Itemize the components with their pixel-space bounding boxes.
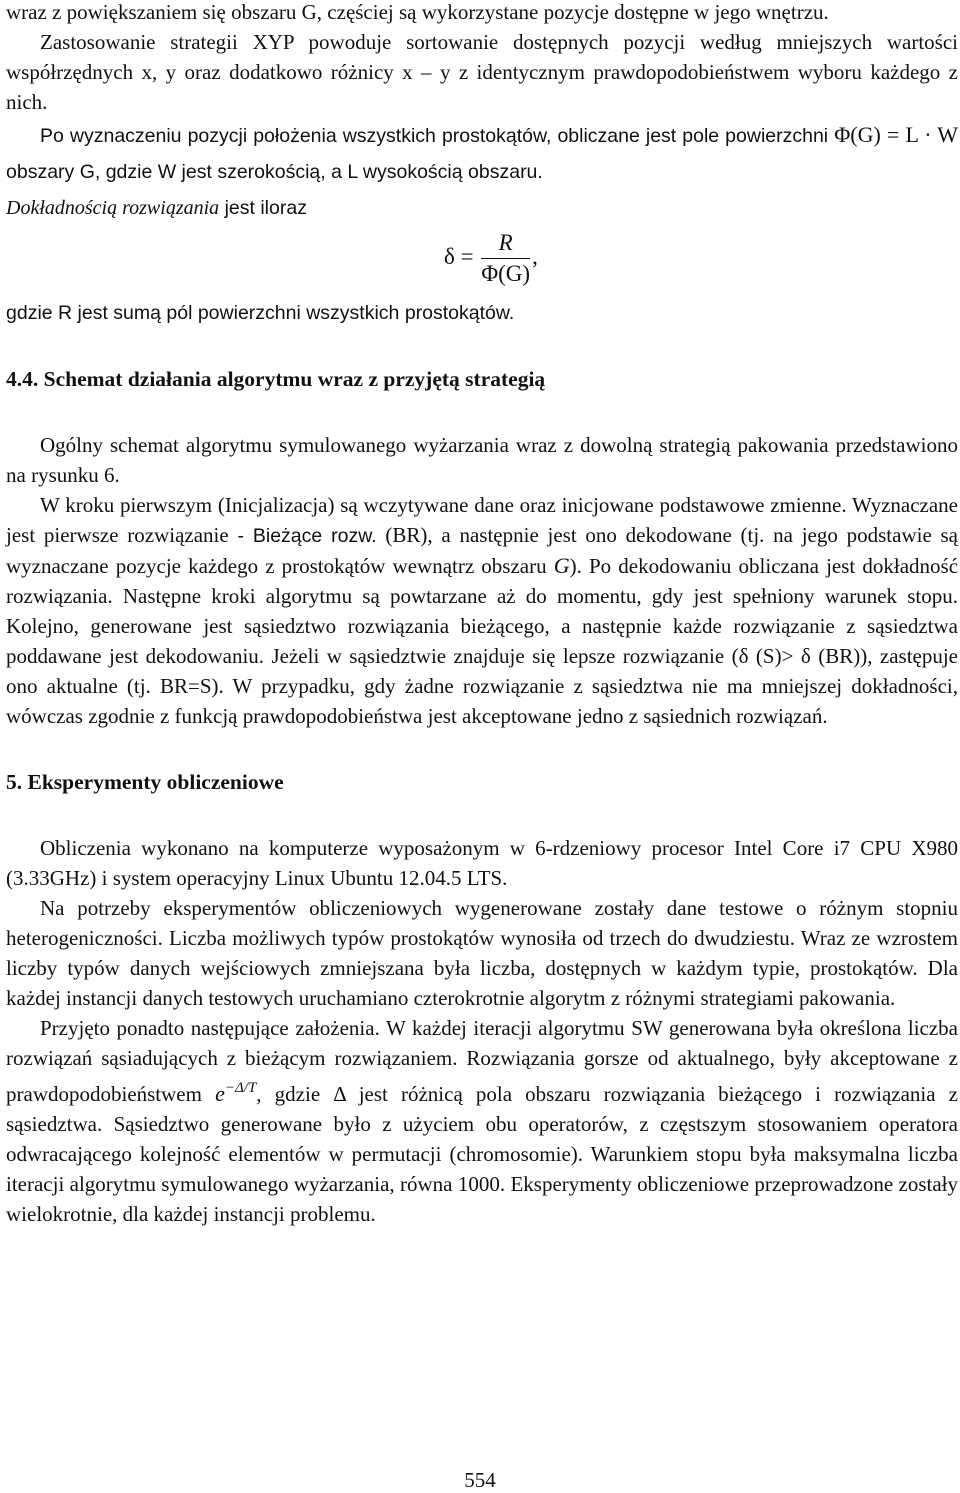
formula-delta-lhs: δ = <box>444 243 474 269</box>
paragraph-test-data <box>6 893 958 1013</box>
text-r-definition: gdzie R jest sumą pól powierzchni wszystkich prostokątów. <box>6 302 515 324</box>
paragraph-area <box>6 117 958 190</box>
text-current-solution: - Bieżące rozw. <box>237 525 377 547</box>
paragraph-scheme-intro <box>6 430 958 490</box>
text-steps-a: W kroku pierwszym (Inicjalizacja) są wczytywane dane oraz inicjowane podstawowe zmienne. Wyznaczane jest pierwsze rozwiązanie <box>6 493 958 547</box>
paragraph-region-growth <box>6 0 958 27</box>
text-steps-c: ). Po dekodowaniu obliczana jest dokładność rozwiązania. Następne kroki algorytmu są powtarzane aż do momentu, gdy jest spełniony warunek stopu. Kolejno, generowane jest sąsiedztwo rozwiązania bieżącego, a następnie każde rozwiązanie z sąsiedztwa poddawane jest dekodowaniu. Jeżeli w sąsiedztwie znajduje się lepsze rozwiązanie (δ (S)> δ (BR)), zastępuje ono aktualne (tj. BR=S). W przypadku, gdy żadne rozwiązanie z sąsiedztwa nie ma mniejszej dokładności, wówczas zgodnie z funkcją prawdopodobieństwa jest akceptowane jedno z sąsiednich rozwiązań. <box>6 554 959 728</box>
formula-block-delta <box>6 226 958 306</box>
paragraph-assumptions <box>6 1013 958 1229</box>
text-steps-b: (BR), a następnie jest ono dekodowane (tj. na jego podstawie są wyznaczane pozycje każdego z prostokątów wewnątrz obszaru <box>6 523 959 578</box>
formula-delta-fraction <box>481 230 530 287</box>
paragraph-accuracy <box>6 190 958 226</box>
symbol-e: e <box>215 1081 225 1106</box>
formula-delta-numerator: R <box>481 230 530 259</box>
paragraph-hardware <box>6 833 958 893</box>
formula-delta-denominator: Φ(G) <box>481 261 531 286</box>
section-heading-5: 5. Eksperymenty obliczeniowe <box>6 770 284 794</box>
exponent-delta-t: −Δ/T <box>224 1080 257 1096</box>
paragraph-algorithm-steps <box>6 490 958 731</box>
formula-delta-comma: , <box>532 243 538 269</box>
text-accuracy-rest: jest iloraz <box>224 197 307 219</box>
formula-delta <box>444 230 538 287</box>
text-area-before: Po wyznaczeniu pozycji położenia wszystkich prostokątów, obliczane jest pole powierzchni <box>40 125 829 147</box>
text-region-growth: wraz z powiększaniem się obszaru G, częściej są wykorzystane pozycje dostępne w jego wnętrzu. <box>6 0 829 24</box>
page-content <box>6 0 958 1229</box>
text-test-data: Na potrzeby eksperymentów obliczeniowych wygenerowane zostały dane testowe o różnym stopniu heterogeniczności. Liczba możliwych typów prostokątów wynosiła od trzech do dwudziestu. Wraz ze wzrostem liczby typów danych wejściowych zmniejszana była liczba, dostępnych w każdym typie, prostokątów. Dla każdej instancji danych testowych uruchamiano czterokrotnie algorytm z różnymi strategiami pakowania. <box>6 896 958 1010</box>
symbol-g: G <box>553 553 570 578</box>
text-hardware: Obliczenia wykonano na komputerze wyposażonym w 6-rdzeniowy procesor Intel Core i7 CPU X980 (3.33GHz) i system operacyjny Linux Ubuntu 12.04.5 LTS. <box>6 836 958 890</box>
section-heading-4-4: 4.4. Schemat działania algorytmu wraz z przyjętą strategią <box>6 367 546 391</box>
page-number: 554 <box>464 1468 496 1492</box>
text-assumptions-a: Przyjęto ponadto następujące założenia. W każdej iteracji algorytmu SW generowana była określona liczba rozwiązań sąsiadujących z bieżącym rozwiązaniem. Rozwiązania gorsze od aktualnego, były akceptowane z prawdopodobieństwem <box>6 1016 958 1106</box>
text-xyp-strategy: Zastosowanie strategii XYP powoduje sortowanie dostępnych pozycji według mniejszych wartości współrzędnych x, y oraz dodatkowo różnicy x – y z identycznym prawdopodobieństwem wyboru każdego z nich. <box>6 30 958 114</box>
text-area-after: obszary G, gdzie W jest szerokością, a L wysokością obszaru. <box>6 161 543 183</box>
term-accuracy: Dokładnością rozwiązania <box>6 197 220 219</box>
text-assumptions-b: , gdzie Δ jest różnicą pola obszaru rozwiązania bieżącego i rozwiązania z sąsiedztwa. Sąsiedztwo generowane było z użyciem obu operatorów, z częstszym stosowaniem operatora odwracającego kolejność elementów w permutacji (chromosomie). Warunkiem stopu była maksymalna liczba iteracji algorytmu symulowanego wyżarzania, równa 1000. Eksperymenty obliczeniowe przeprowadzone zostały wielokrotnie, dla każdej instancji problemu. <box>6 1082 959 1226</box>
text-scheme-intro: Ogólny schemat algorytmu symulowanego wyżarzania wraz z dowolną strategią pakowania przedstawiono na rysunku 6. <box>6 433 958 487</box>
formula-area: Φ(G) = L · W <box>834 122 959 147</box>
paragraph-xyp-strategy <box>6 27 958 117</box>
